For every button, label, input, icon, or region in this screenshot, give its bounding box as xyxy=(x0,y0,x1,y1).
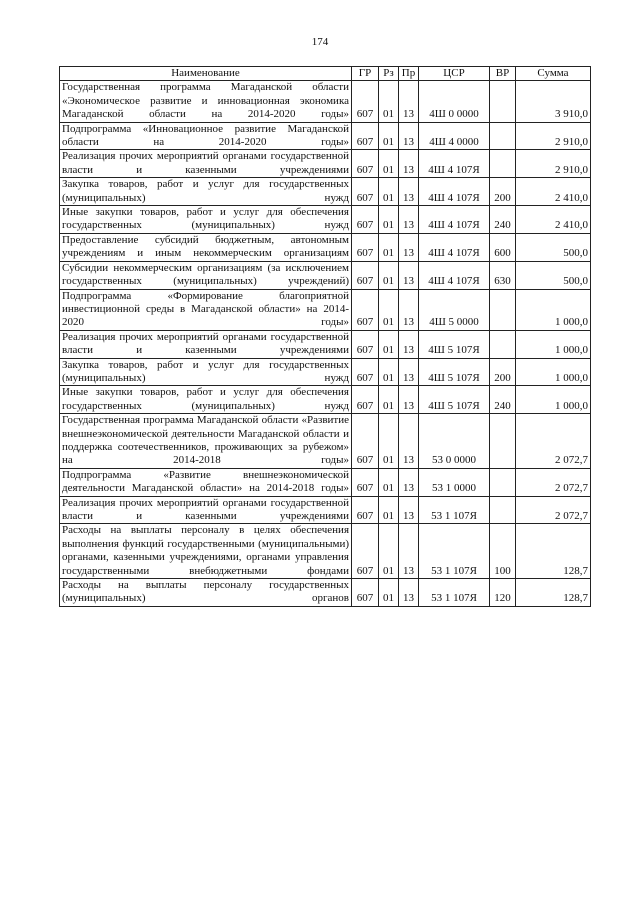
row-pr: 13 xyxy=(399,358,419,386)
header-sum: Сумма xyxy=(516,67,591,81)
row-rz: 01 xyxy=(379,524,399,579)
row-pr: 13 xyxy=(399,122,419,150)
row-pr: 13 xyxy=(399,386,419,414)
row-csr: 4Ш 4 107Я xyxy=(419,261,490,289)
row-name: Закупка товаров, работ и услуг для государственных (муниципальных) нужд xyxy=(60,358,352,386)
row-rz: 01 xyxy=(379,358,399,386)
header-name: Наименование xyxy=(60,67,352,81)
row-rz: 01 xyxy=(379,150,399,178)
table-row xyxy=(60,358,591,386)
row-vr: 240 xyxy=(490,386,516,414)
row-gr: 607 xyxy=(352,414,379,469)
row-csr: 4Ш 5 107Я xyxy=(419,386,490,414)
row-vr: 120 xyxy=(490,579,516,607)
row-name: Реализация прочих мероприятий органами государственной власти и казенными учреждениями xyxy=(60,150,352,178)
row-sum: 2 910,0 xyxy=(516,122,591,150)
row-csr: 53 1 107Я xyxy=(419,579,490,607)
table-row xyxy=(60,261,591,289)
row-vr: 200 xyxy=(490,358,516,386)
row-pr: 13 xyxy=(399,81,419,122)
row-csr: 53 1 107Я xyxy=(419,524,490,579)
row-vr xyxy=(490,330,516,358)
row-sum: 2 910,0 xyxy=(516,150,591,178)
row-sum: 1 000,0 xyxy=(516,289,591,330)
row-pr: 13 xyxy=(399,330,419,358)
row-gr: 607 xyxy=(352,81,379,122)
row-pr: 13 xyxy=(399,261,419,289)
row-name: Закупка товаров, работ и услуг для государственных (муниципальных) нужд xyxy=(60,178,352,206)
table-row xyxy=(60,206,591,234)
row-sum: 2 072,7 xyxy=(516,468,591,496)
row-vr: 100 xyxy=(490,524,516,579)
row-vr xyxy=(490,289,516,330)
table-row xyxy=(60,468,591,496)
table-row xyxy=(60,414,591,469)
row-pr: 13 xyxy=(399,233,419,261)
row-csr: 4Ш 4 107Я xyxy=(419,233,490,261)
row-sum: 2 410,0 xyxy=(516,206,591,234)
row-csr: 4Ш 5 107Я xyxy=(419,358,490,386)
row-gr: 607 xyxy=(352,330,379,358)
row-rz: 01 xyxy=(379,496,399,524)
table-row xyxy=(60,150,591,178)
row-pr: 13 xyxy=(399,468,419,496)
table-row xyxy=(60,386,591,414)
row-rz: 01 xyxy=(379,468,399,496)
row-gr: 607 xyxy=(352,289,379,330)
row-sum: 128,7 xyxy=(516,524,591,579)
row-gr: 607 xyxy=(352,122,379,150)
table-row xyxy=(60,233,591,261)
row-vr xyxy=(490,468,516,496)
row-name: Подпрограмма «Развитие внешнеэкономической деятельности Магаданской области» на 2014-2018 годы» xyxy=(60,468,352,496)
row-name: Подпрограмма «Инновационное развитие Магаданской области на 2014-2020 годы» xyxy=(60,122,352,150)
row-vr: 240 xyxy=(490,206,516,234)
row-name: Предоставление субсидий бюджетным, автономным учреждениям и иным некоммерческим организациям xyxy=(60,233,352,261)
row-vr xyxy=(490,122,516,150)
row-pr: 13 xyxy=(399,206,419,234)
table-row xyxy=(60,81,591,122)
row-csr: 4Ш 0 0000 xyxy=(419,81,490,122)
row-sum: 1 000,0 xyxy=(516,330,591,358)
row-csr: 4Ш 4 107Я xyxy=(419,206,490,234)
table-row xyxy=(60,330,591,358)
row-pr: 13 xyxy=(399,579,419,607)
row-gr: 607 xyxy=(352,261,379,289)
row-rz: 01 xyxy=(379,206,399,234)
row-name: Расходы на выплаты персоналу в целях обеспечения выполнения функций государственными (муниципальными) органами, казенными учреждениями, органами управления государственными внебюджетными фондами xyxy=(60,524,352,579)
row-pr: 13 xyxy=(399,496,419,524)
budget-table xyxy=(59,66,591,607)
row-name: Подпрограмма «Формирование благоприятной инвестиционной среды в Магаданской области» на 2014-2020 годы» xyxy=(60,289,352,330)
row-csr: 53 0 0000 xyxy=(419,414,490,469)
row-rz: 01 xyxy=(379,330,399,358)
header-csr: ЦСР xyxy=(419,67,490,81)
row-rz: 01 xyxy=(379,122,399,150)
table-row xyxy=(60,289,591,330)
row-gr: 607 xyxy=(352,524,379,579)
row-sum: 2 410,0 xyxy=(516,178,591,206)
row-sum: 1 000,0 xyxy=(516,358,591,386)
row-pr: 13 xyxy=(399,289,419,330)
row-vr: 630 xyxy=(490,261,516,289)
row-gr: 607 xyxy=(352,579,379,607)
row-pr: 13 xyxy=(399,178,419,206)
row-name: Иные закупки товаров, работ и услуг для обеспечения государственных (муниципальных) нужд xyxy=(60,206,352,234)
row-csr: 53 1 0000 xyxy=(419,468,490,496)
row-csr: 4Ш 4 107Я xyxy=(419,178,490,206)
row-name: Реализация прочих мероприятий органами государственной власти и казенными учреждениями xyxy=(60,496,352,524)
row-vr: 200 xyxy=(490,178,516,206)
row-sum: 500,0 xyxy=(516,261,591,289)
table-row xyxy=(60,122,591,150)
row-csr: 4Ш 5 0000 xyxy=(419,289,490,330)
row-csr: 4Ш 4 0000 xyxy=(419,122,490,150)
row-gr: 607 xyxy=(352,496,379,524)
row-gr: 607 xyxy=(352,178,379,206)
header-vr: ВР xyxy=(490,67,516,81)
row-name: Государственная программа Магаданской области «Экономическое развитие и инновационная экономика Магаданской области на 2014-2020 годы» xyxy=(60,81,352,122)
row-name: Государственная программа Магаданской области «Развитие внешнеэкономической деятельности Магаданской области и поддержка соотечественников, проживающих за рубежом» на 2014-2018 годы» xyxy=(60,414,352,469)
row-sum: 2 072,7 xyxy=(516,414,591,469)
row-sum: 2 072,7 xyxy=(516,496,591,524)
row-vr xyxy=(490,414,516,469)
header-rz: Рз xyxy=(379,67,399,81)
row-rz: 01 xyxy=(379,579,399,607)
row-vr xyxy=(490,496,516,524)
row-sum: 3 910,0 xyxy=(516,81,591,122)
table-row xyxy=(60,524,591,579)
table-row xyxy=(60,178,591,206)
row-sum: 500,0 xyxy=(516,233,591,261)
row-vr xyxy=(490,150,516,178)
row-pr: 13 xyxy=(399,414,419,469)
row-pr: 13 xyxy=(399,524,419,579)
row-rz: 01 xyxy=(379,386,399,414)
row-gr: 607 xyxy=(352,206,379,234)
row-rz: 01 xyxy=(379,81,399,122)
row-name: Расходы на выплаты персоналу государственных (муниципальных) органов xyxy=(60,579,352,607)
row-name: Субсидии некоммерческим организациям (за исключением государственных (муниципальных) учреждений) xyxy=(60,261,352,289)
table-row xyxy=(60,496,591,524)
row-csr: 4Ш 4 107Я xyxy=(419,150,490,178)
row-rz: 01 xyxy=(379,178,399,206)
row-rz: 01 xyxy=(379,289,399,330)
row-gr: 607 xyxy=(352,150,379,178)
row-csr: 53 1 107Я xyxy=(419,496,490,524)
row-csr: 4Ш 5 107Я xyxy=(419,330,490,358)
row-gr: 607 xyxy=(352,358,379,386)
header-pr: Пр xyxy=(399,67,419,81)
header-gr: ГР xyxy=(352,67,379,81)
table-row xyxy=(60,579,591,607)
table-header-row xyxy=(60,67,591,81)
row-gr: 607 xyxy=(352,386,379,414)
page-number: 174 xyxy=(311,36,329,48)
row-rz: 01 xyxy=(379,414,399,469)
row-vr: 600 xyxy=(490,233,516,261)
row-name: Реализация прочих мероприятий органами государственной власти и казенными учреждениями xyxy=(60,330,352,358)
row-sum: 128,7 xyxy=(516,579,591,607)
row-rz: 01 xyxy=(379,233,399,261)
row-gr: 607 xyxy=(352,233,379,261)
row-rz: 01 xyxy=(379,261,399,289)
row-name: Иные закупки товаров, работ и услуг для обеспечения государственных (муниципальных) нужд xyxy=(60,386,352,414)
row-gr: 607 xyxy=(352,468,379,496)
row-vr xyxy=(490,81,516,122)
row-pr: 13 xyxy=(399,150,419,178)
row-sum: 1 000,0 xyxy=(516,386,591,414)
